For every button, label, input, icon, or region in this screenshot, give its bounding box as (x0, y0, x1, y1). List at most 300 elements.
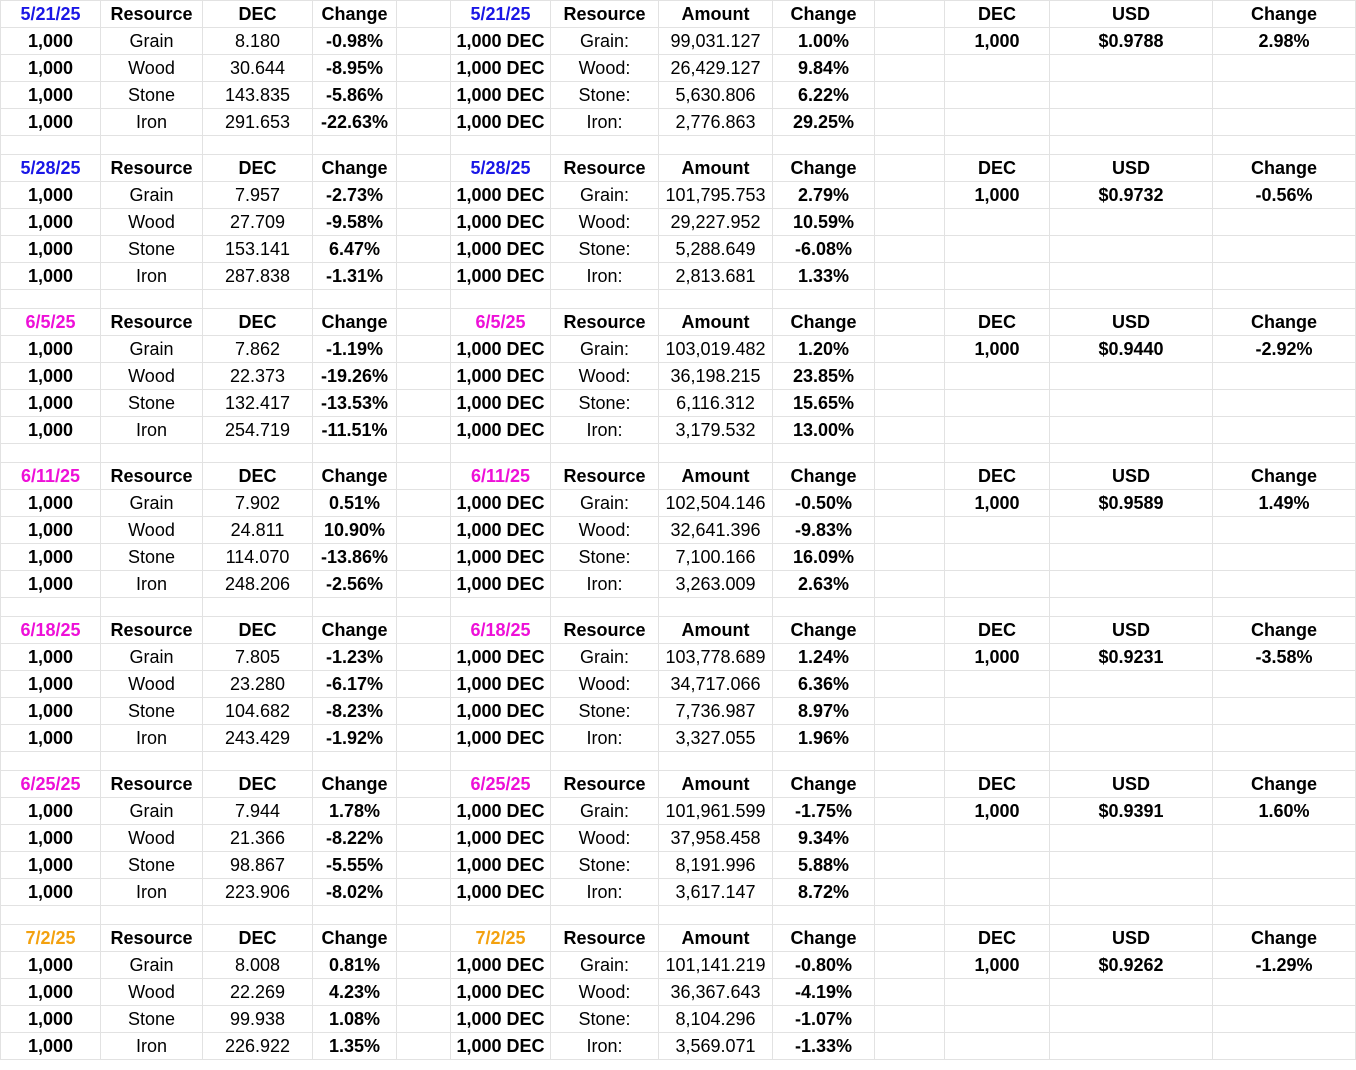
pool-change-cell[interactable]: 2.79% (773, 182, 875, 209)
qty-cell[interactable]: 1,000 (1, 544, 101, 571)
empty-cell[interactable] (945, 671, 1050, 698)
empty-cell[interactable] (313, 752, 397, 771)
pool-resource-cell[interactable]: Wood: (551, 517, 659, 544)
pool-date-cell[interactable]: 6/11/25 (451, 463, 551, 490)
empty-cell[interactable] (659, 598, 773, 617)
amount-cell[interactable]: 8,104.296 (659, 1006, 773, 1033)
empty-cell[interactable] (101, 290, 203, 309)
empty-cell[interactable] (397, 771, 451, 798)
usd-value-cell[interactable]: $0.9262 (1050, 952, 1213, 979)
empty-cell[interactable] (875, 906, 945, 925)
amount-cell[interactable]: 101,961.599 (659, 798, 773, 825)
empty-cell[interactable] (659, 136, 773, 155)
change-cell[interactable]: -1.23% (313, 644, 397, 671)
empty-cell[interactable] (1050, 879, 1213, 906)
usd-value-cell[interactable]: $0.9231 (1050, 644, 1213, 671)
change-cell[interactable]: -2.56% (313, 571, 397, 598)
empty-cell[interactable] (397, 979, 451, 1006)
amount-cell[interactable]: 3,327.055 (659, 725, 773, 752)
empty-cell[interactable] (875, 155, 945, 182)
empty-cell[interactable] (551, 444, 659, 463)
pool-qty-cell[interactable]: 1,000 DEC (451, 825, 551, 852)
pool-qty-cell[interactable]: 1,000 DEC (451, 952, 551, 979)
empty-cell[interactable] (1213, 725, 1356, 752)
pool-change-cell[interactable]: 2.63% (773, 571, 875, 598)
empty-cell[interactable] (875, 463, 945, 490)
header-dec-cell[interactable]: DEC (945, 925, 1050, 952)
usd-change-cell[interactable]: -0.56% (1213, 182, 1356, 209)
empty-cell[interactable] (1213, 82, 1356, 109)
header-dec-cell[interactable]: DEC (945, 463, 1050, 490)
empty-cell[interactable] (1213, 444, 1356, 463)
empty-cell[interactable] (203, 290, 313, 309)
header-amount-cell[interactable]: Amount (659, 463, 773, 490)
empty-cell[interactable] (397, 290, 451, 309)
empty-cell[interactable] (1213, 136, 1356, 155)
header-amount-cell[interactable]: Amount (659, 771, 773, 798)
header-dec-cell[interactable]: DEC (945, 1, 1050, 28)
empty-cell[interactable] (397, 55, 451, 82)
empty-cell[interactable] (397, 182, 451, 209)
pool-qty-cell[interactable]: 1,000 DEC (451, 698, 551, 725)
empty-cell[interactable] (659, 290, 773, 309)
empty-cell[interactable] (875, 290, 945, 309)
dec-price-cell[interactable]: 7.902 (203, 490, 313, 517)
dec-price-cell[interactable]: 226.922 (203, 1033, 313, 1060)
empty-cell[interactable] (313, 444, 397, 463)
change-cell[interactable]: -1.31% (313, 263, 397, 290)
pool-change-cell[interactable]: -0.80% (773, 952, 875, 979)
empty-cell[interactable] (1050, 444, 1213, 463)
empty-cell[interactable] (397, 136, 451, 155)
pool-change-cell[interactable]: 1.33% (773, 263, 875, 290)
empty-cell[interactable] (1213, 752, 1356, 771)
empty-cell[interactable] (875, 263, 945, 290)
usd-change-cell[interactable]: -1.29% (1213, 952, 1356, 979)
dec-price-cell[interactable]: 7.944 (203, 798, 313, 825)
empty-cell[interactable] (397, 952, 451, 979)
change-cell[interactable]: 1.08% (313, 1006, 397, 1033)
empty-cell[interactable] (397, 444, 451, 463)
pool-qty-cell[interactable]: 1,000 DEC (451, 725, 551, 752)
pool-qty-cell[interactable]: 1,000 DEC (451, 979, 551, 1006)
dec-price-cell[interactable]: 27.709 (203, 209, 313, 236)
change-cell[interactable]: 1.78% (313, 798, 397, 825)
pool-change-cell[interactable]: 1.96% (773, 725, 875, 752)
change-cell[interactable]: -5.86% (313, 82, 397, 109)
change-cell[interactable]: -8.22% (313, 825, 397, 852)
empty-cell[interactable] (875, 209, 945, 236)
empty-cell[interactable] (1213, 236, 1356, 263)
change-cell[interactable]: -8.02% (313, 879, 397, 906)
header-amount-cell[interactable]: Amount (659, 925, 773, 952)
header-resource-cell[interactable]: Resource (101, 463, 203, 490)
pool-resource-cell[interactable]: Wood: (551, 825, 659, 852)
change-cell[interactable]: -9.58% (313, 209, 397, 236)
header-dec-cell[interactable]: DEC (945, 617, 1050, 644)
qty-cell[interactable]: 1,000 (1, 1033, 101, 1060)
resource-cell[interactable]: Iron (101, 571, 203, 598)
pool-qty-cell[interactable]: 1,000 DEC (451, 644, 551, 671)
pool-qty-cell[interactable]: 1,000 DEC (451, 182, 551, 209)
dec-price-cell[interactable]: 254.719 (203, 417, 313, 444)
resource-cell[interactable]: Grain (101, 644, 203, 671)
empty-cell[interactable] (875, 82, 945, 109)
dec-price-cell[interactable]: 8.180 (203, 28, 313, 55)
empty-cell[interactable] (1213, 544, 1356, 571)
amount-cell[interactable]: 2,776.863 (659, 109, 773, 136)
empty-cell[interactable] (101, 906, 203, 925)
empty-cell[interactable] (101, 444, 203, 463)
empty-cell[interactable] (551, 136, 659, 155)
qty-cell[interactable]: 1,000 (1, 82, 101, 109)
empty-cell[interactable] (451, 444, 551, 463)
usd-value-cell[interactable]: $0.9391 (1050, 798, 1213, 825)
resource-cell[interactable]: Stone (101, 698, 203, 725)
dec-price-cell[interactable]: 7.957 (203, 182, 313, 209)
empty-cell[interactable] (945, 390, 1050, 417)
empty-cell[interactable] (1213, 417, 1356, 444)
resource-cell[interactable]: Wood (101, 55, 203, 82)
dec-price-cell[interactable]: 153.141 (203, 236, 313, 263)
header-resource-cell[interactable]: Resource (101, 771, 203, 798)
qty-cell[interactable]: 1,000 (1, 263, 101, 290)
empty-cell[interactable] (397, 925, 451, 952)
change-cell[interactable]: 0.51% (313, 490, 397, 517)
qty-cell[interactable]: 1,000 (1, 109, 101, 136)
qty-cell[interactable]: 1,000 (1, 671, 101, 698)
qty-cell[interactable]: 1,000 (1, 698, 101, 725)
pool-resource-cell[interactable]: Stone: (551, 236, 659, 263)
empty-cell[interactable] (1213, 979, 1356, 1006)
qty-cell[interactable]: 1,000 (1, 336, 101, 363)
dec-price-cell[interactable]: 21.366 (203, 825, 313, 852)
header-amount-cell[interactable]: Amount (659, 309, 773, 336)
pool-change-cell[interactable]: 5.88% (773, 852, 875, 879)
empty-cell[interactable] (1050, 136, 1213, 155)
dec-price-cell[interactable]: 8.008 (203, 952, 313, 979)
change-cell[interactable]: -8.95% (313, 55, 397, 82)
empty-cell[interactable] (101, 598, 203, 617)
empty-cell[interactable] (397, 698, 451, 725)
empty-cell[interactable] (1050, 544, 1213, 571)
pool-resource-cell[interactable]: Grain: (551, 798, 659, 825)
dec-price-cell[interactable]: 22.373 (203, 363, 313, 390)
usd-value-cell[interactable]: $0.9589 (1050, 490, 1213, 517)
header-change-cell[interactable]: Change (1213, 1, 1356, 28)
empty-cell[interactable] (659, 752, 773, 771)
header-amount-cell[interactable]: Amount (659, 155, 773, 182)
pool-date-cell[interactable]: 6/5/25 (451, 309, 551, 336)
pool-change-cell[interactable]: 15.65% (773, 390, 875, 417)
empty-cell[interactable] (313, 598, 397, 617)
header-change-cell[interactable]: Change (1213, 309, 1356, 336)
change-cell[interactable]: 10.90% (313, 517, 397, 544)
amount-cell[interactable]: 3,569.071 (659, 1033, 773, 1060)
empty-cell[interactable] (203, 136, 313, 155)
resource-cell[interactable]: Stone (101, 852, 203, 879)
pool-change-cell[interactable]: -1.75% (773, 798, 875, 825)
usd-dec-cell[interactable]: 1,000 (945, 490, 1050, 517)
pool-change-cell[interactable]: 29.25% (773, 109, 875, 136)
qty-cell[interactable]: 1,000 (1, 390, 101, 417)
pool-qty-cell[interactable]: 1,000 DEC (451, 55, 551, 82)
usd-dec-cell[interactable]: 1,000 (945, 182, 1050, 209)
pool-qty-cell[interactable]: 1,000 DEC (451, 879, 551, 906)
empty-cell[interactable] (875, 617, 945, 644)
empty-cell[interactable] (451, 136, 551, 155)
empty-cell[interactable] (875, 182, 945, 209)
change-cell[interactable]: -2.73% (313, 182, 397, 209)
empty-cell[interactable] (945, 571, 1050, 598)
empty-cell[interactable] (397, 363, 451, 390)
empty-cell[interactable] (875, 1033, 945, 1060)
pool-qty-cell[interactable]: 1,000 DEC (451, 544, 551, 571)
empty-cell[interactable] (945, 263, 1050, 290)
empty-cell[interactable] (945, 290, 1050, 309)
empty-cell[interactable] (875, 979, 945, 1006)
empty-cell[interactable] (659, 906, 773, 925)
week-date-cell[interactable]: 5/21/25 (1, 1, 101, 28)
empty-cell[interactable] (1213, 571, 1356, 598)
change-cell[interactable]: 4.23% (313, 979, 397, 1006)
resource-cell[interactable]: Wood (101, 517, 203, 544)
resource-cell[interactable]: Iron (101, 417, 203, 444)
resource-cell[interactable]: Grain (101, 952, 203, 979)
empty-cell[interactable] (875, 952, 945, 979)
empty-cell[interactable] (875, 363, 945, 390)
resource-cell[interactable]: Stone (101, 544, 203, 571)
empty-cell[interactable] (397, 209, 451, 236)
resource-cell[interactable]: Grain (101, 490, 203, 517)
pool-change-cell[interactable]: 10.59% (773, 209, 875, 236)
empty-cell[interactable] (1050, 517, 1213, 544)
empty-cell[interactable] (875, 798, 945, 825)
empty-cell[interactable] (1213, 1033, 1356, 1060)
empty-cell[interactable] (551, 598, 659, 617)
dec-price-cell[interactable]: 23.280 (203, 671, 313, 698)
resource-cell[interactable]: Grain (101, 798, 203, 825)
header-dec-cell[interactable]: DEC (203, 309, 313, 336)
pool-qty-cell[interactable]: 1,000 DEC (451, 798, 551, 825)
pool-change-cell[interactable]: 8.97% (773, 698, 875, 725)
header-resource-cell[interactable]: Resource (551, 463, 659, 490)
empty-cell[interactable] (1050, 852, 1213, 879)
empty-cell[interactable] (875, 771, 945, 798)
empty-cell[interactable] (1050, 390, 1213, 417)
change-cell[interactable]: -11.51% (313, 417, 397, 444)
header-change-cell[interactable]: Change (773, 617, 875, 644)
header-change-cell[interactable]: Change (313, 617, 397, 644)
header-dec-cell[interactable]: DEC (203, 771, 313, 798)
amount-cell[interactable]: 34,717.066 (659, 671, 773, 698)
header-dec-cell[interactable]: DEC (945, 771, 1050, 798)
header-change-cell[interactable]: Change (313, 771, 397, 798)
empty-cell[interactable] (551, 290, 659, 309)
empty-cell[interactable] (773, 444, 875, 463)
header-change-cell[interactable]: Change (1213, 463, 1356, 490)
empty-cell[interactable] (1050, 906, 1213, 925)
empty-cell[interactable] (397, 236, 451, 263)
empty-cell[interactable] (773, 136, 875, 155)
empty-cell[interactable] (397, 1006, 451, 1033)
amount-cell[interactable]: 5,288.649 (659, 236, 773, 263)
empty-cell[interactable] (1213, 263, 1356, 290)
amount-cell[interactable]: 101,795.753 (659, 182, 773, 209)
empty-cell[interactable] (203, 752, 313, 771)
empty-cell[interactable] (875, 55, 945, 82)
qty-cell[interactable]: 1,000 (1, 825, 101, 852)
empty-cell[interactable] (945, 852, 1050, 879)
usd-value-cell[interactable]: $0.9440 (1050, 336, 1213, 363)
empty-cell[interactable] (397, 336, 451, 363)
pool-qty-cell[interactable]: 1,000 DEC (451, 1033, 551, 1060)
empty-cell[interactable] (1, 290, 101, 309)
empty-cell[interactable] (451, 290, 551, 309)
empty-cell[interactable] (945, 209, 1050, 236)
header-change-cell[interactable]: Change (773, 771, 875, 798)
empty-cell[interactable] (397, 644, 451, 671)
amount-cell[interactable]: 7,736.987 (659, 698, 773, 725)
header-usd-cell[interactable]: USD (1050, 309, 1213, 336)
empty-cell[interactable] (875, 517, 945, 544)
header-change-cell[interactable]: Change (313, 463, 397, 490)
empty-cell[interactable] (945, 363, 1050, 390)
pool-qty-cell[interactable]: 1,000 DEC (451, 236, 551, 263)
amount-cell[interactable]: 101,141.219 (659, 952, 773, 979)
dec-price-cell[interactable]: 287.838 (203, 263, 313, 290)
qty-cell[interactable]: 1,000 (1, 571, 101, 598)
empty-cell[interactable] (875, 544, 945, 571)
empty-cell[interactable] (203, 906, 313, 925)
empty-cell[interactable] (1213, 55, 1356, 82)
empty-cell[interactable] (875, 879, 945, 906)
amount-cell[interactable]: 7,100.166 (659, 544, 773, 571)
empty-cell[interactable] (451, 752, 551, 771)
empty-cell[interactable] (875, 671, 945, 698)
empty-cell[interactable] (397, 725, 451, 752)
usd-dec-cell[interactable]: 1,000 (945, 952, 1050, 979)
change-cell[interactable]: -22.63% (313, 109, 397, 136)
empty-cell[interactable] (875, 752, 945, 771)
amount-cell[interactable]: 103,019.482 (659, 336, 773, 363)
amount-cell[interactable]: 8,191.996 (659, 852, 773, 879)
pool-resource-cell[interactable]: Iron: (551, 417, 659, 444)
empty-cell[interactable] (397, 906, 451, 925)
empty-cell[interactable] (875, 698, 945, 725)
qty-cell[interactable]: 1,000 (1, 236, 101, 263)
amount-cell[interactable]: 99,031.127 (659, 28, 773, 55)
empty-cell[interactable] (875, 1, 945, 28)
change-cell[interactable]: -13.86% (313, 544, 397, 571)
pool-change-cell[interactable]: 1.20% (773, 336, 875, 363)
empty-cell[interactable] (397, 417, 451, 444)
dec-price-cell[interactable]: 24.811 (203, 517, 313, 544)
pool-resource-cell[interactable]: Iron: (551, 109, 659, 136)
change-cell[interactable]: -0.98% (313, 28, 397, 55)
pool-change-cell[interactable]: 1.00% (773, 28, 875, 55)
empty-cell[interactable] (101, 752, 203, 771)
pool-qty-cell[interactable]: 1,000 DEC (451, 517, 551, 544)
header-change-cell[interactable]: Change (773, 155, 875, 182)
empty-cell[interactable] (397, 825, 451, 852)
header-amount-cell[interactable]: Amount (659, 1, 773, 28)
resource-cell[interactable]: Wood (101, 671, 203, 698)
header-usd-cell[interactable]: USD (1050, 155, 1213, 182)
usd-value-cell[interactable]: $0.9732 (1050, 182, 1213, 209)
empty-cell[interactable] (945, 82, 1050, 109)
pool-change-cell[interactable]: -9.83% (773, 517, 875, 544)
pool-resource-cell[interactable]: Wood: (551, 209, 659, 236)
empty-cell[interactable] (1050, 725, 1213, 752)
qty-cell[interactable]: 1,000 (1, 28, 101, 55)
pool-qty-cell[interactable]: 1,000 DEC (451, 490, 551, 517)
header-usd-cell[interactable]: USD (1050, 925, 1213, 952)
pool-qty-cell[interactable]: 1,000 DEC (451, 336, 551, 363)
empty-cell[interactable] (1, 136, 101, 155)
empty-cell[interactable] (397, 28, 451, 55)
empty-cell[interactable] (1213, 852, 1356, 879)
amount-cell[interactable]: 103,778.689 (659, 644, 773, 671)
qty-cell[interactable]: 1,000 (1, 979, 101, 1006)
usd-change-cell[interactable]: -3.58% (1213, 644, 1356, 671)
empty-cell[interactable] (397, 1033, 451, 1060)
pool-resource-cell[interactable]: Grain: (551, 182, 659, 209)
amount-cell[interactable]: 36,367.643 (659, 979, 773, 1006)
empty-cell[interactable] (945, 417, 1050, 444)
empty-cell[interactable] (1, 906, 101, 925)
empty-cell[interactable] (875, 490, 945, 517)
empty-cell[interactable] (1213, 517, 1356, 544)
empty-cell[interactable] (945, 879, 1050, 906)
empty-cell[interactable] (875, 236, 945, 263)
empty-cell[interactable] (773, 290, 875, 309)
header-usd-cell[interactable]: USD (1050, 1, 1213, 28)
pool-resource-cell[interactable]: Iron: (551, 1033, 659, 1060)
pool-resource-cell[interactable]: Stone: (551, 852, 659, 879)
empty-cell[interactable] (875, 109, 945, 136)
change-cell[interactable]: 0.81% (313, 952, 397, 979)
usd-dec-cell[interactable]: 1,000 (945, 28, 1050, 55)
resource-cell[interactable]: Iron (101, 1033, 203, 1060)
week-date-cell[interactable]: 5/28/25 (1, 155, 101, 182)
header-resource-cell[interactable]: Resource (551, 617, 659, 644)
empty-cell[interactable] (1213, 671, 1356, 698)
empty-cell[interactable] (1213, 209, 1356, 236)
pool-change-cell[interactable]: 9.84% (773, 55, 875, 82)
empty-cell[interactable] (397, 752, 451, 771)
empty-cell[interactable] (1050, 698, 1213, 725)
empty-cell[interactable] (945, 1006, 1050, 1033)
pool-resource-cell[interactable]: Stone: (551, 82, 659, 109)
empty-cell[interactable] (1, 752, 101, 771)
header-resource-cell[interactable]: Resource (551, 155, 659, 182)
header-resource-cell[interactable]: Resource (551, 771, 659, 798)
dec-price-cell[interactable]: 30.644 (203, 55, 313, 82)
resource-cell[interactable]: Iron (101, 879, 203, 906)
resource-cell[interactable]: Grain (101, 182, 203, 209)
header-dec-cell[interactable]: DEC (203, 617, 313, 644)
header-dec-cell[interactable]: DEC (203, 925, 313, 952)
empty-cell[interactable] (773, 752, 875, 771)
empty-cell[interactable] (397, 82, 451, 109)
qty-cell[interactable]: 1,000 (1, 417, 101, 444)
pool-date-cell[interactable]: 5/28/25 (451, 155, 551, 182)
empty-cell[interactable] (397, 309, 451, 336)
empty-cell[interactable] (1213, 598, 1356, 617)
resource-cell[interactable]: Iron (101, 725, 203, 752)
header-change-cell[interactable]: Change (313, 155, 397, 182)
